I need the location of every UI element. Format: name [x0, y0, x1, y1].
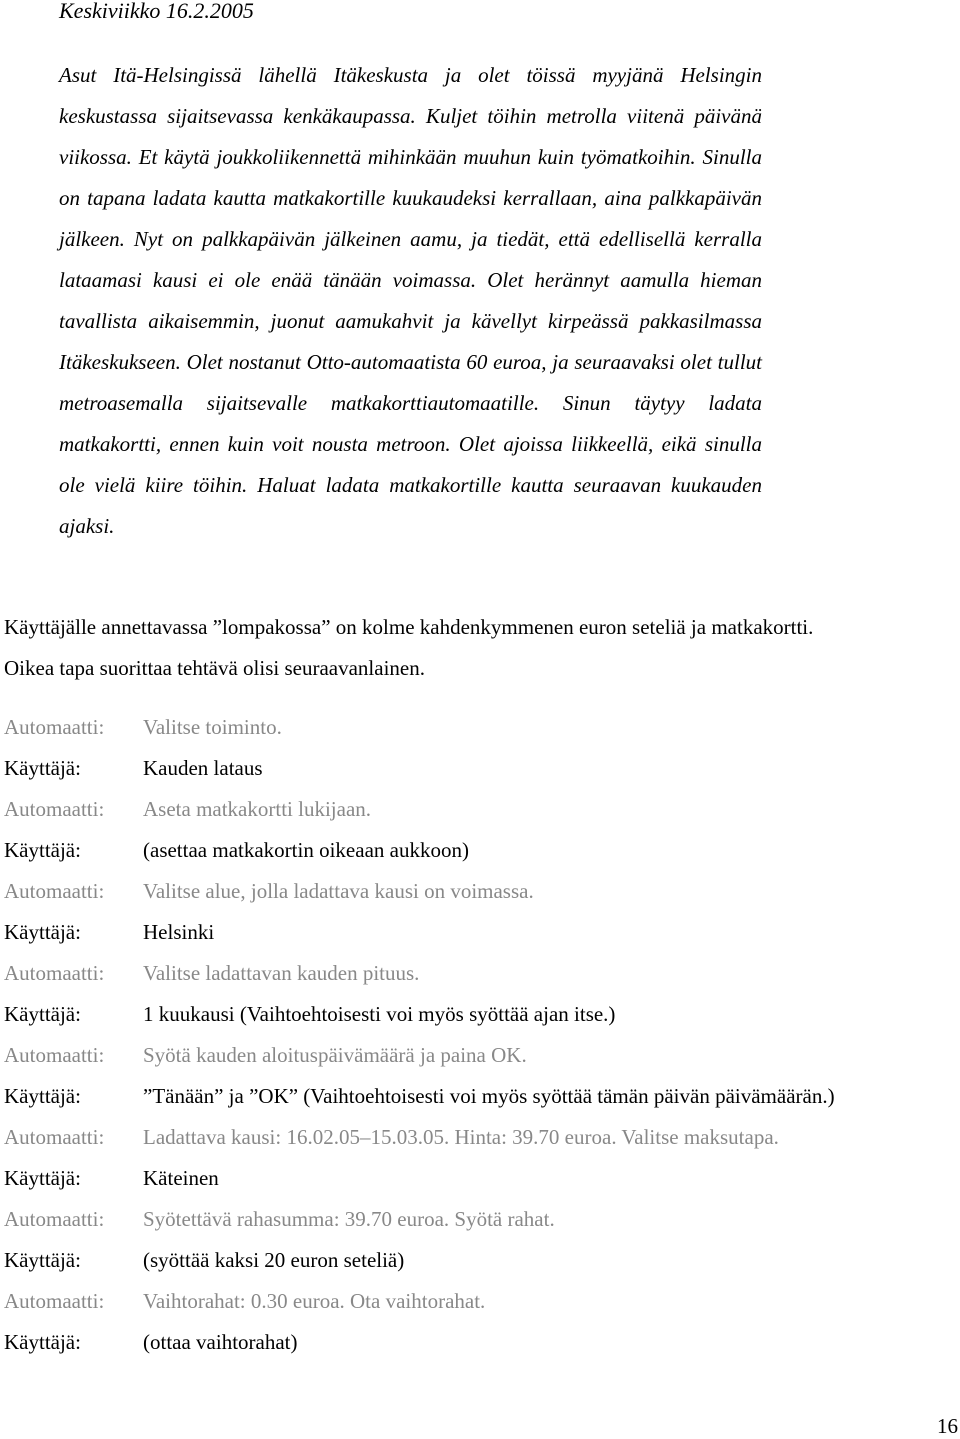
speaker-label: Automaatti: — [4, 961, 105, 985]
speaker-label: Käyttäjä: — [4, 1002, 81, 1026]
dialogue-turn-machine — [4, 1036, 954, 1077]
utterance-text: ”Tänään” ja ”OK” (Vaihtoehtoisesti voi myös syöttää tämän päivän päivämäärän.) — [143, 1084, 835, 1108]
speaker-label: Käyttäjä: — [4, 1084, 81, 1108]
dialogue-turn-user — [4, 1323, 954, 1364]
speaker-label: Käyttäjä: — [4, 838, 81, 862]
dialogue-turn-machine — [4, 708, 954, 749]
scenario-paragraph: Asut Itä-Helsingissä lähellä Itäkeskusta ja olet töissä myyjänä Helsingin keskustassa sijaitsevassa kenkäkaupassa. Kuljet töihin metrolla viitenä päivänä viikossa. Et käytä joukkoliikennettä mihinkään muuhun kuin työmatkoihin. Sinulla on tapana ladata kautta matkakortille kuukaudeksi kerrallaan, aina palkkapäivän jälkeen. Nyt on palkkapäivän jälkeinen aamu, ja tiedät, että edellisellä kerralla lataamasi kausi ei ole enää tänään voimassa. Olet herännyt aamulla hieman tavallista aikaisemmin, juonut aamukahvit ja kävellyt kirpeässä pakkasilmassa Itäkeskukseen. Olet nostanut Otto-automaatista 60 euroa, ja seuraavaksi olet tullut metroasemalla sijaitsevalle matkakorttiautomaatille. Sinun täytyy ladata matkakortti, ennen kuin voit nousta metroon. Olet ajoissa liikkeellä, eikä sinulla ole vielä kiire töihin. Haluat ladata matkakortille kautta seuraavan kuukauden ajaksi. — [59, 63, 762, 538]
utterance-text: (ottaa vaihtorahat) — [143, 1330, 298, 1354]
dialogue-turn-machine — [4, 872, 954, 913]
utterance-text: Aseta matkakortti lukijaan. — [143, 797, 372, 821]
utterance-text: Vaihtorahat: 0.30 euroa. Ota vaihtorahat. — [143, 1289, 486, 1313]
dialogue-turn-machine — [4, 1282, 954, 1323]
utterance-text: (syöttää kaksi 20 euron seteliä) — [143, 1248, 405, 1272]
dialogue-turn-user — [4, 831, 954, 872]
dialogue-turn-user — [4, 913, 954, 954]
utterance-text: Syötä kauden aloituspäivämäärä ja paina OK. — [143, 1043, 527, 1067]
speaker-label: Automaatti: — [4, 1043, 105, 1067]
dialogue-turn-user — [4, 1241, 954, 1282]
speaker-label: Automaatti: — [4, 1125, 105, 1149]
utterance-text: Valitse ladattavan kauden pituus. — [143, 961, 420, 985]
speaker-label: Automaatti: — [4, 715, 105, 739]
dialogue-turn-machine — [4, 790, 954, 831]
speaker-label: Automaatti: — [4, 1207, 105, 1231]
utterance-text: Helsinki — [143, 920, 215, 944]
speaker-label: Käyttäjä: — [4, 756, 81, 780]
dialogue-turn-machine — [4, 954, 954, 995]
page-number: 16 — [937, 1414, 958, 1438]
utterance-text: Valitse alue, jolla ladattava kausi on voimassa. — [143, 879, 534, 903]
speaker-label: Käyttäjä: — [4, 920, 81, 944]
dialogue-turn-user — [4, 1077, 954, 1118]
intro-line: Käyttäjälle annettavassa ”lompakossa” on kolme kahdenkymmenen euron seteliä ja matkakortti. — [4, 615, 814, 639]
utterance-text: (asettaa matkakortin oikeaan aukkoon) — [143, 838, 469, 862]
dialogue-turn-machine — [4, 1118, 954, 1159]
dialogue-turn-machine — [4, 1200, 954, 1241]
date-heading: Keskiviikko 16.2.2005 — [59, 0, 254, 23]
dialogue-list — [4, 708, 954, 1364]
intro-paragraph — [4, 607, 944, 689]
speaker-label: Automaatti: — [4, 797, 105, 821]
dialogue-turn-user — [4, 749, 954, 790]
utterance-text: Kauden lataus — [143, 756, 263, 780]
intro-line: Oikea tapa suorittaa tehtävä olisi seuraavanlainen. — [4, 656, 425, 680]
speaker-label: Automaatti: — [4, 879, 105, 903]
speaker-label: Automaatti: — [4, 1289, 105, 1313]
utterance-text: 1 kuukausi (Vaihtoehtoisesti voi myös syöttää ajan itse.) — [143, 1002, 616, 1026]
speaker-label: Käyttäjä: — [4, 1166, 81, 1190]
speaker-label: Käyttäjä: — [4, 1330, 81, 1354]
utterance-text: Valitse toiminto. — [143, 715, 282, 739]
utterance-text: Käteinen — [143, 1166, 219, 1190]
dialogue-turn-user — [4, 1159, 954, 1200]
utterance-text: Ladattava kausi: 16.02.05–15.03.05. Hinta: 39.70 euroa. Valitse maksutapa. — [143, 1125, 779, 1149]
dialogue-turn-user — [4, 995, 954, 1036]
speaker-label: Käyttäjä: — [4, 1248, 81, 1272]
utterance-text: Syötettävä rahasumma: 39.70 euroa. Syötä rahat. — [143, 1207, 555, 1231]
